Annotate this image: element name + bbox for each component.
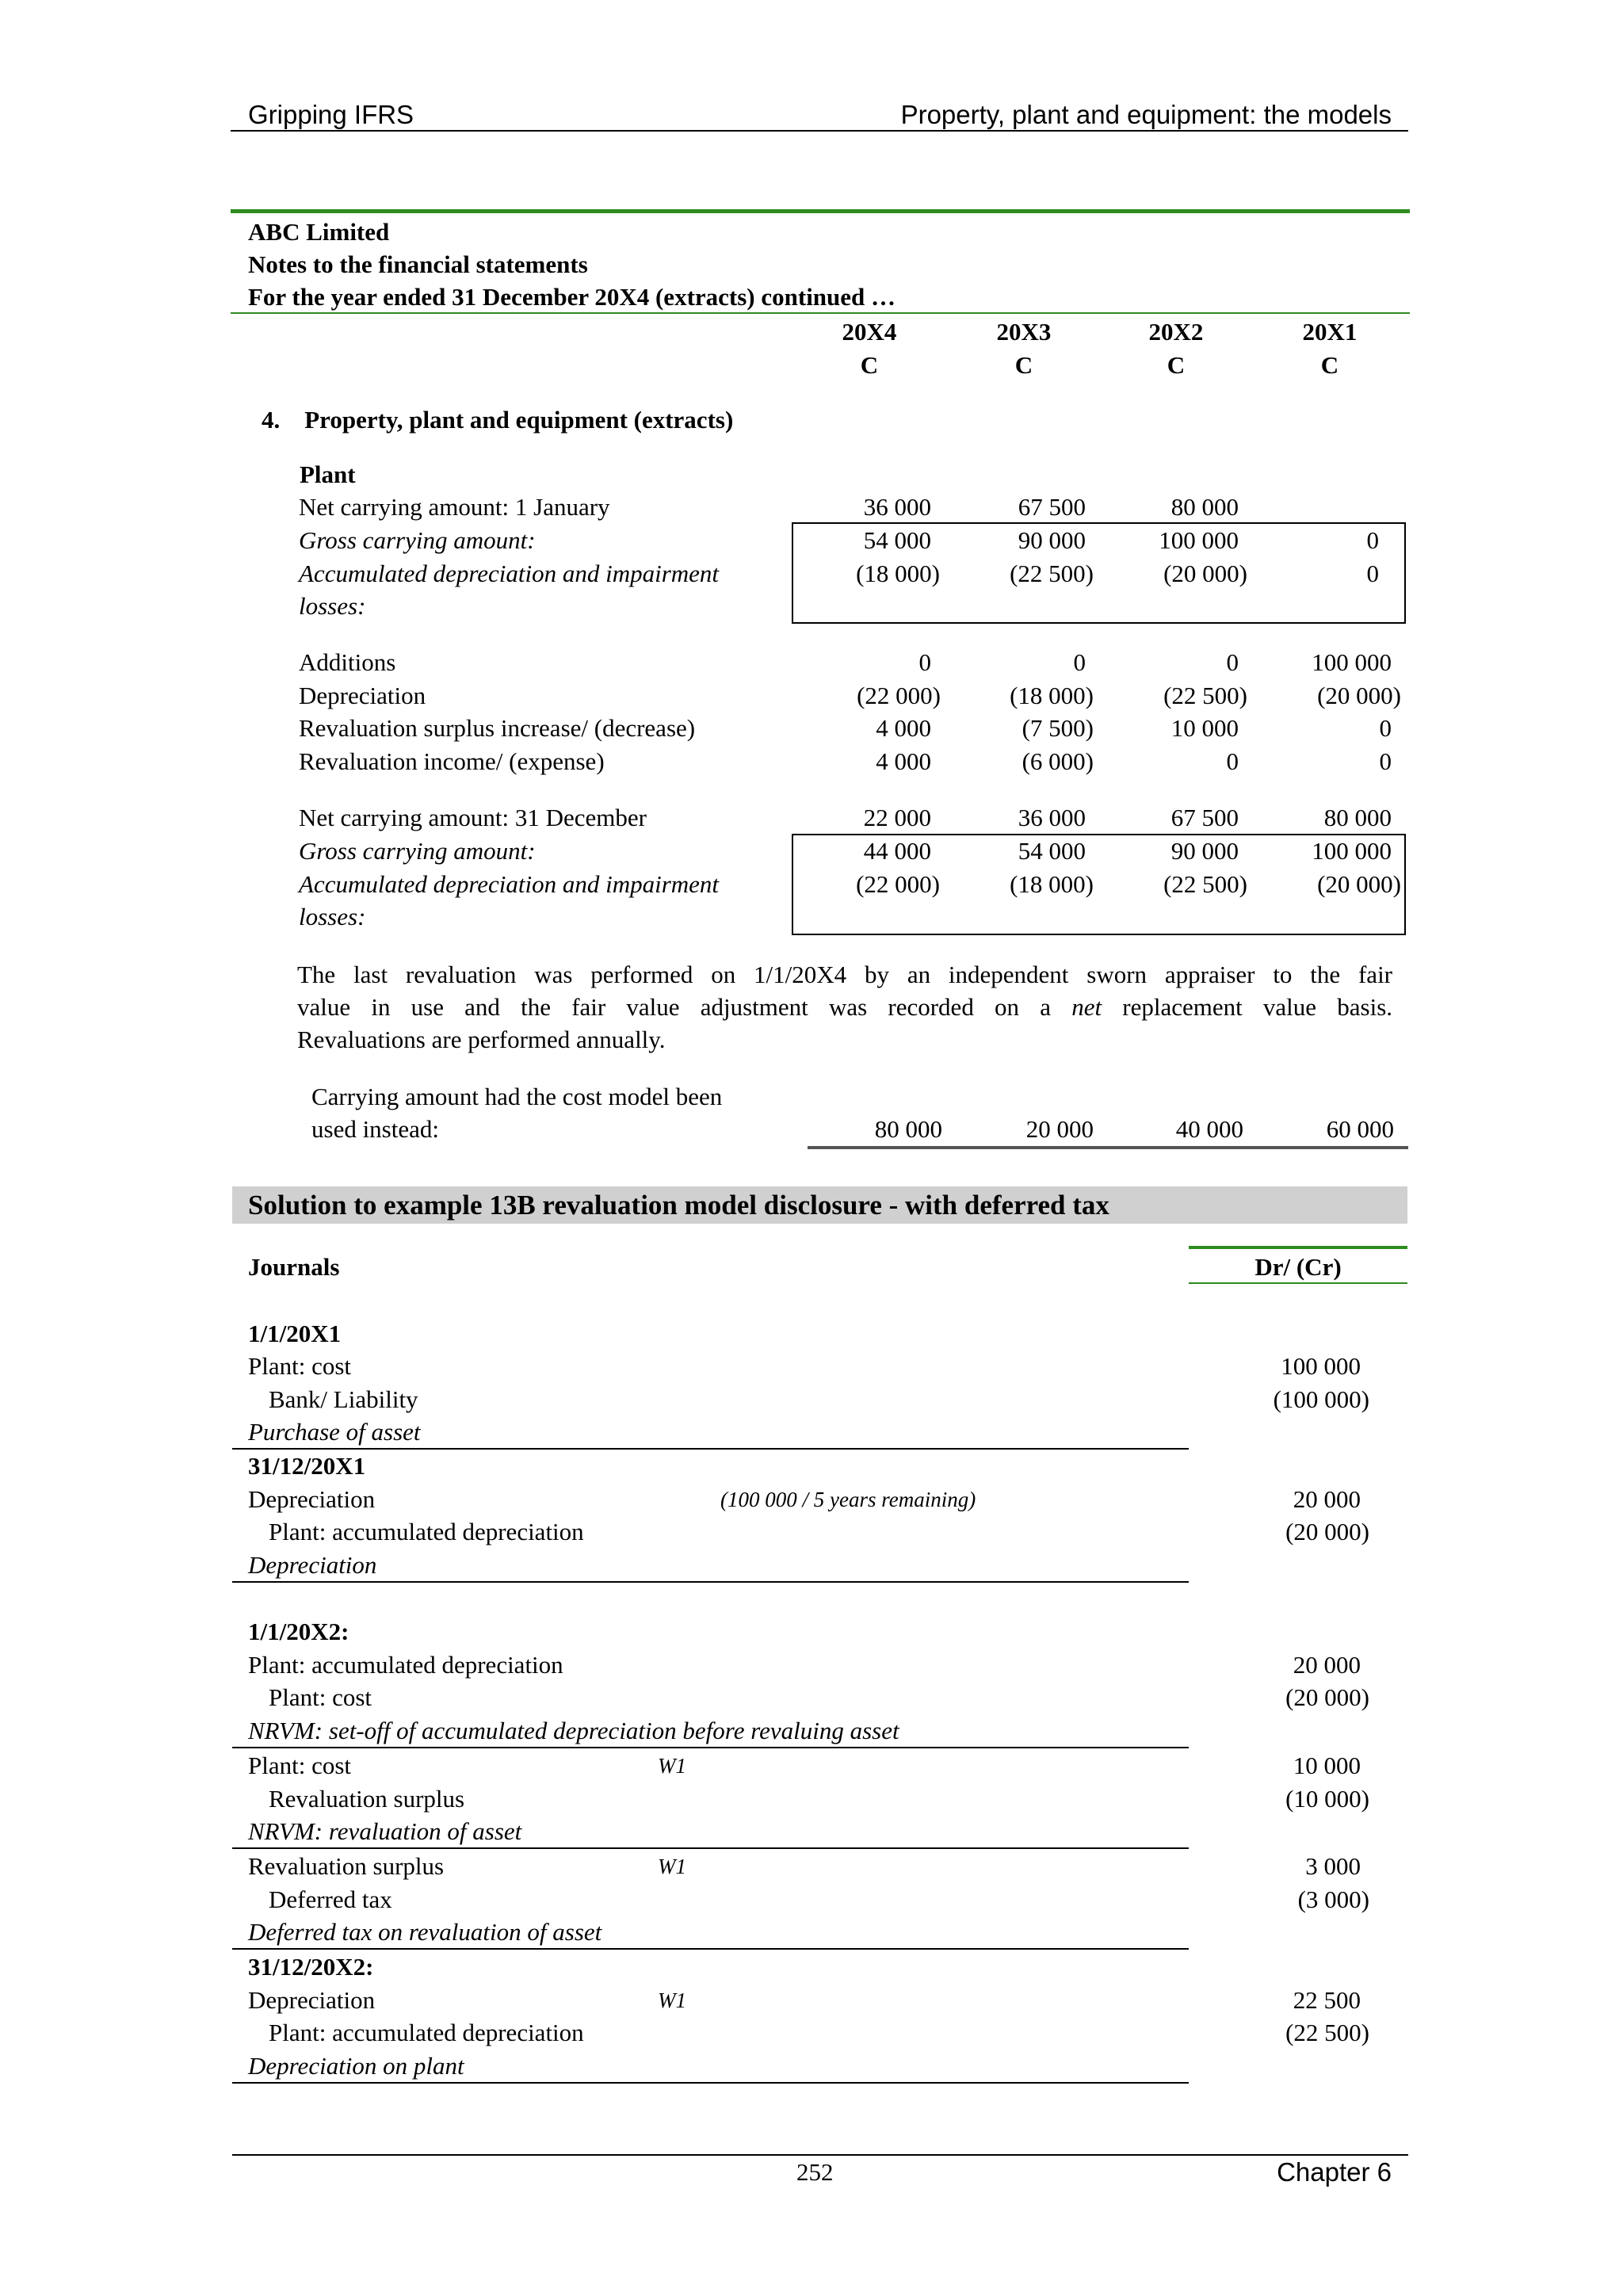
entry-narration: NRVM: revaluation of asset [248, 1817, 522, 1845]
entry-dr: 22 500 [1293, 1986, 1361, 2014]
cell: 80 000 [874, 1115, 942, 1143]
currency-20x1: C [1320, 351, 1339, 379]
cell: 0 [1073, 648, 1086, 676]
entry-debit: Depreciation [248, 1485, 376, 1513]
cell: (20 000) [1317, 682, 1401, 709]
row-label-3: losses: [299, 592, 366, 620]
row-label-5: Depreciation [299, 682, 426, 709]
cell: (22 000) [857, 682, 941, 709]
entry-debit: Plant: cost [248, 1752, 352, 1779]
drcr-top-rule [1189, 1246, 1407, 1249]
header-left: Gripping IFRS [248, 100, 414, 129]
cell: (18 000) [1010, 682, 1094, 709]
cell: 100 000 [1312, 648, 1392, 676]
currency-20x2: C [1167, 351, 1186, 379]
cell: 80 000 [1170, 493, 1239, 521]
entry-cr: (22 500) [1285, 2019, 1369, 2046]
year-20x3: 20X3 [996, 318, 1052, 346]
entry-credit: Plant: cost [269, 1683, 372, 1711]
notes-title: Notes to the financial statements [248, 250, 588, 278]
year-20x4: 20X4 [842, 318, 897, 346]
entry-narration: Depreciation [248, 1551, 377, 1579]
page-number: 252 [796, 2158, 834, 2186]
cell: (6 000) [1022, 747, 1094, 775]
entry-narration: Deferred tax on revaluation of asset [248, 1918, 602, 1946]
header-rule [231, 130, 1408, 132]
notes-period: For the year ended 31 December 20X4 (extracts) continued … [248, 283, 896, 311]
paragraph-line-3: Revaluations are performed annually. [297, 1026, 666, 1053]
chapter-label: Chapter 6 [1277, 2157, 1392, 2187]
paragraph-line-1: The last revaluation was performed on 1/1/20X4 by an independent sworn appraiser to the fair [297, 961, 1392, 988]
row-label-10: Accumulated depreciation and impairment [299, 870, 720, 898]
journals-label: Journals [248, 1253, 340, 1281]
entry-credit: Plant: accumulated depreciation [269, 1518, 584, 1545]
entry-narration: Purchase of asset [248, 1418, 421, 1446]
cell: 44 000 [863, 837, 931, 865]
cost-model-label-1: Carrying amount had the cost model been [311, 1083, 723, 1110]
cell: 20 000 [1025, 1115, 1094, 1143]
cell: 0 [1366, 526, 1379, 554]
entry-dr: 3 000 [1305, 1852, 1361, 1880]
cell: (7 500) [1022, 714, 1094, 742]
cell: 80 000 [1323, 804, 1392, 831]
entry-date: 31/12/20X2: [248, 1953, 374, 1981]
entry-debit: Depreciation [248, 1986, 376, 2014]
row-label-6: Revaluation surplus increase/ (decrease) [299, 714, 696, 742]
solution-title: Solution to example 13B revaluation model disclosure - with deferred tax [248, 1190, 1109, 1221]
cell: 67 500 [1170, 804, 1239, 831]
paragraph-line-2c: replacement value basis. [1102, 993, 1393, 1021]
cost-model-label-2: used instead: [311, 1115, 439, 1143]
revaluation-paragraph [297, 958, 1392, 1056]
row-label-7: Revaluation income/ (expense) [299, 747, 605, 775]
cell: 0 [1379, 747, 1392, 775]
row-label-4: Additions [299, 648, 396, 676]
row-label-0: Net carrying amount: 1 January [299, 493, 610, 521]
row-label-2: Accumulated depreciation and impairment [299, 560, 720, 587]
cell: 54 000 [1018, 837, 1086, 865]
cell: 67 500 [1018, 493, 1086, 521]
paragraph-line-2a: value in use and the fair value adjustment was recorded on a [297, 993, 1072, 1021]
drcr-label: Dr/ (Cr) [1254, 1253, 1342, 1281]
cell: (22 500) [1163, 682, 1247, 709]
cell: 0 [918, 648, 931, 676]
cell: 90 000 [1018, 526, 1086, 554]
notes-top-rule [231, 209, 1410, 213]
period-rule [231, 312, 1410, 314]
entry-rule [232, 1581, 1189, 1583]
entry-date: 1/1/20X2: [248, 1618, 349, 1645]
cell: (22 500) [1163, 870, 1247, 898]
cell: 0 [1226, 747, 1239, 775]
cell: 4 000 [876, 714, 931, 742]
entry-cr: (10 000) [1285, 1785, 1369, 1813]
row-label-8: Net carrying amount: 31 December [299, 804, 647, 831]
row-label-1: Gross carrying amount: [299, 526, 536, 554]
entry-rule [232, 1747, 1189, 1748]
cell: 100 000 [1159, 526, 1239, 554]
entry-debit: Plant: accumulated depreciation [248, 1651, 563, 1679]
entry-narration: NRVM: set-off of accumulated depreciation before revaluing asset [248, 1717, 899, 1744]
cell: 4 000 [876, 747, 931, 775]
year-20x1: 20X1 [1302, 318, 1358, 346]
drcr-bottom-rule [1189, 1282, 1407, 1284]
entry-note: W1 [658, 1988, 686, 2012]
cell: 90 000 [1170, 837, 1239, 865]
cell: (18 000) [1010, 870, 1094, 898]
entry-rule [232, 1948, 1189, 1950]
section-heading: 4. Property, plant and equipment (extracts) [262, 406, 734, 434]
entry-dr: 20 000 [1293, 1485, 1361, 1513]
cost-model-rule [808, 1146, 1408, 1149]
entry-date: 31/12/20X1 [248, 1452, 366, 1480]
entry-rule [232, 2082, 1189, 2084]
cell: 10 000 [1170, 714, 1239, 742]
cell: 36 000 [863, 493, 931, 521]
entry-note: (100 000 / 5 years remaining) [720, 1488, 976, 1511]
year-20x2: 20X2 [1148, 318, 1204, 346]
entry-cr: (3 000) [1297, 1885, 1369, 1913]
currency-20x4: C [860, 351, 879, 379]
cell: (20 000) [1317, 870, 1401, 898]
cell: (18 000) [856, 560, 940, 587]
asset-heading: Plant [300, 460, 356, 488]
cell: 0 [1226, 648, 1239, 676]
header-right: Property, plant and equipment: the models [900, 100, 1392, 129]
paragraph-net: net [1071, 993, 1102, 1021]
cell: (22 500) [1010, 560, 1094, 587]
entry-note: W1 [658, 1754, 686, 1778]
cell: 0 [1379, 714, 1392, 742]
entry-rule [232, 1448, 1189, 1450]
entry-dr: 100 000 [1281, 1352, 1361, 1380]
entry-credit: Deferred tax [269, 1885, 392, 1913]
row-label-11: losses: [299, 903, 366, 930]
cell: 60 000 [1326, 1115, 1394, 1143]
cell: 0 [1366, 560, 1379, 587]
entry-rule [232, 1847, 1189, 1849]
paragraph-line-2 [297, 991, 1392, 1023]
entry-debit: Revaluation surplus [248, 1852, 445, 1880]
currency-20x3: C [1014, 351, 1033, 379]
entry-credit: Revaluation surplus [269, 1785, 465, 1813]
cell: 54 000 [863, 526, 931, 554]
cell: 22 000 [863, 804, 931, 831]
entry-credit: Bank/ Liability [269, 1385, 418, 1413]
entry-debit: Plant: cost [248, 1352, 352, 1380]
cell: 100 000 [1312, 837, 1392, 865]
entry-cr: (20 000) [1285, 1518, 1369, 1545]
cell: (22 000) [856, 870, 940, 898]
cell: 40 000 [1175, 1115, 1243, 1143]
entry-note: W1 [658, 1855, 686, 1878]
entry-credit: Plant: accumulated depreciation [269, 2019, 584, 2046]
row-label-9: Gross carrying amount: [299, 837, 536, 865]
cell: (20 000) [1163, 560, 1247, 587]
company-name: ABC Limited [248, 218, 390, 246]
cell: 36 000 [1018, 804, 1086, 831]
entry-cr: (20 000) [1285, 1683, 1369, 1711]
entry-dr: 20 000 [1293, 1651, 1361, 1679]
entry-cr: (100 000) [1273, 1385, 1369, 1413]
entry-dr: 10 000 [1293, 1752, 1361, 1779]
entry-date: 1/1/20X1 [248, 1320, 342, 1347]
entry-narration: Depreciation on plant [248, 2052, 464, 2080]
